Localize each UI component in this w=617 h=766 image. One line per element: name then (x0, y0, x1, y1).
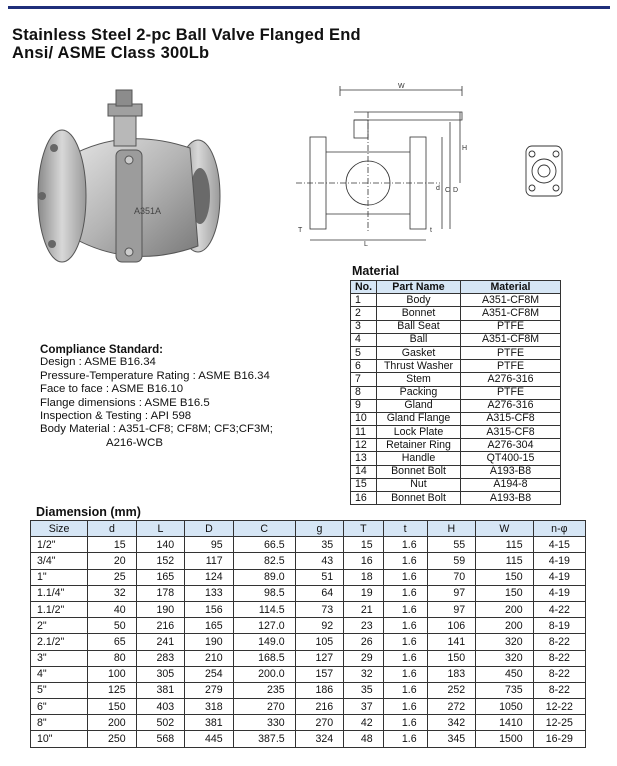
dimension-cell: 1.1/4" (31, 585, 88, 601)
dim-label-t: T (298, 227, 303, 234)
dimension-cell: 26 (344, 634, 383, 650)
dimension-cell: 1500 (476, 731, 534, 747)
dimension-header: C (233, 521, 295, 537)
dimension-header: W (476, 521, 534, 537)
dimension-cell: 403 (136, 699, 185, 715)
dimension-cell: 157 (295, 666, 344, 682)
dimension-cell: 51 (295, 569, 344, 585)
flange-top-view-drawing (520, 140, 568, 202)
dimension-cell: 165 (136, 569, 185, 585)
dimension-row (31, 634, 586, 650)
dimension-cell: 10" (31, 731, 88, 747)
dimension-cell: 100 (88, 666, 137, 682)
dimension-row (31, 682, 586, 698)
dimension-cell: 15 (344, 537, 383, 553)
dimension-cell: 1.6 (383, 634, 427, 650)
compliance-standard (40, 343, 273, 450)
material-cell: Bonnet Bolt (377, 492, 461, 505)
dimension-cell: 97 (427, 585, 476, 601)
material-cell: 5 (351, 346, 377, 359)
dimension-header: n-φ (533, 521, 585, 537)
material-cell: PTFE (461, 346, 561, 359)
material-row (351, 399, 561, 412)
dimension-cell: 20 (88, 553, 137, 569)
dimension-cell: 73 (295, 601, 344, 617)
dimension-cell: 183 (427, 666, 476, 682)
dimension-cell: 168.5 (233, 650, 295, 666)
dimension-header: H (427, 521, 476, 537)
material-cell: A315-CF8 (461, 412, 561, 425)
dimension-cell: 735 (476, 682, 534, 698)
dimension-cell: 186 (295, 682, 344, 698)
dimension-cell: 4-19 (533, 569, 585, 585)
dimension-cell: 16-29 (533, 731, 585, 747)
material-cell: Gland Flange (377, 412, 461, 425)
compliance-line: Face to face : ASME B16.10 (40, 383, 184, 396)
dimension-cell: 127 (295, 650, 344, 666)
dimension-cell: 1.6 (383, 585, 427, 601)
dimension-cell: 21 (344, 601, 383, 617)
dimension-row (31, 601, 586, 617)
material-cell: 13 (351, 452, 377, 465)
dimension-row (31, 585, 586, 601)
dimension-cell: 12-25 (533, 715, 585, 731)
photo-cast-marking: A351A (134, 206, 162, 216)
material-cell: A315-CF8 (461, 426, 561, 439)
material-cell: Body (377, 294, 461, 307)
material-cell: 1 (351, 294, 377, 307)
page-title (12, 26, 361, 62)
dimension-cell: 59 (427, 553, 476, 569)
material-row (351, 320, 561, 333)
material-header: Part Name (377, 281, 461, 294)
material-cell: A194-8 (461, 478, 561, 491)
dimension-row (31, 537, 586, 553)
material-cell: Packing (377, 386, 461, 399)
dimension-cell: 35 (344, 682, 383, 698)
dimension-header: t (383, 521, 427, 537)
dimension-cell: 65 (88, 634, 137, 650)
valve-photo (30, 86, 230, 286)
material-cell: QT400-15 (461, 452, 561, 465)
dim-label-h: H (462, 145, 468, 152)
dimension-cell: 8-19 (533, 618, 585, 634)
dimension-cell: 279 (185, 682, 234, 698)
dimension-cell: 133 (185, 585, 234, 601)
material-cell: Bonnet Bolt (377, 465, 461, 478)
material-row (351, 360, 561, 373)
compliance-line: Flange dimensions : ASME B16.5 (40, 396, 210, 409)
dimension-cell: 8-22 (533, 666, 585, 682)
dim-label-c: C (445, 187, 451, 194)
dimension-cell: 89.0 (233, 569, 295, 585)
compliance-line: Design : ASME B16.34 (40, 356, 156, 369)
compliance-title: Compliance Standard: (40, 343, 164, 356)
dimension-cell: 4" (31, 666, 88, 682)
dimension-cell: 150 (427, 650, 476, 666)
dimension-cell: 342 (427, 715, 476, 731)
dimension-cell: 149.0 (233, 634, 295, 650)
dimension-cell: 250 (88, 731, 137, 747)
dimension-cell: 241 (136, 634, 185, 650)
material-cell: 12 (351, 439, 377, 452)
material-cell: PTFE (461, 320, 561, 333)
dimension-cell: 200 (88, 715, 137, 731)
material-cell: 7 (351, 373, 377, 386)
dimension-cell: 141 (427, 634, 476, 650)
dimension-cell: 3/4" (31, 553, 88, 569)
dimension-cell: 55 (427, 537, 476, 553)
dimension-cell: 1.6 (383, 569, 427, 585)
title-line-1: Stainless Steel 2-pc Ball Valve Flanged End (12, 26, 361, 44)
dimension-cell: 4-19 (533, 553, 585, 569)
material-row (351, 426, 561, 439)
dimension-header-row (31, 521, 586, 537)
title-line-2: Ansi/ ASME Class 300Lb (12, 44, 210, 62)
dimension-cell: 156 (185, 601, 234, 617)
dimension-cell: 1.6 (383, 650, 427, 666)
material-row (351, 452, 561, 465)
material-cell: A193-B8 (461, 492, 561, 505)
dimension-cell: 1.6 (383, 699, 427, 715)
material-row (351, 412, 561, 425)
material-cell: 2 (351, 307, 377, 320)
material-cell: A351-CF8M (461, 294, 561, 307)
material-cell: A276-316 (461, 399, 561, 412)
dimension-header: D (185, 521, 234, 537)
dimension-cell: 40 (88, 601, 137, 617)
dimension-cell: 50 (88, 618, 137, 634)
material-row (351, 386, 561, 399)
dimension-cell: 1/2" (31, 537, 88, 553)
material-row (351, 439, 561, 452)
dimension-cell: 64 (295, 585, 344, 601)
dimension-cell: 450 (476, 666, 534, 682)
dimension-cell: 1.6 (383, 715, 427, 731)
material-header-row (351, 281, 561, 294)
dimension-header: g (295, 521, 344, 537)
dimension-cell: 200 (476, 601, 534, 617)
dimension-header: Size (31, 521, 88, 537)
material-cell: Bonnet (377, 307, 461, 320)
dimension-cell: 216 (295, 699, 344, 715)
dimension-cell: 127.0 (233, 618, 295, 634)
compliance-line-cont: A216-WCB (106, 436, 163, 449)
dimension-cell: 95 (185, 537, 234, 553)
dimension-cell: 305 (136, 666, 185, 682)
dimension-cell: 114.5 (233, 601, 295, 617)
dimension-cell: 140 (136, 537, 185, 553)
dimension-cell: 252 (427, 682, 476, 698)
material-header: Material (461, 281, 561, 294)
dimension-cell: 8-22 (533, 634, 585, 650)
material-cell: 11 (351, 426, 377, 439)
dim-label-D: D (453, 187, 459, 194)
dimension-cell: 283 (136, 650, 185, 666)
dimension-cell: 270 (233, 699, 295, 715)
dimension-cell: 32 (88, 585, 137, 601)
material-cell: A351-CF8M (461, 307, 561, 320)
material-cell: 14 (351, 465, 377, 478)
dimension-row (31, 618, 586, 634)
dimension-cell: 1.6 (383, 666, 427, 682)
dimension-cell: 92 (295, 618, 344, 634)
dimension-cell: 1050 (476, 699, 534, 715)
dimension-row (31, 553, 586, 569)
dimension-cell: 6" (31, 699, 88, 715)
material-cell: Thrust Washer (377, 360, 461, 373)
material-row (351, 294, 561, 307)
material-cell: Nut (377, 478, 461, 491)
dimension-cell: 270 (295, 715, 344, 731)
dimension-cell: 25 (88, 569, 137, 585)
dimension-cell: 23 (344, 618, 383, 634)
material-cell: 10 (351, 412, 377, 425)
dimension-cell: 381 (185, 715, 234, 731)
dimension-cell: 37 (344, 699, 383, 715)
dimension-cell: 1.6 (383, 682, 427, 698)
material-cell: PTFE (461, 386, 561, 399)
dimension-cell: 272 (427, 699, 476, 715)
dimension-cell: 106 (427, 618, 476, 634)
material-cell: 9 (351, 399, 377, 412)
dimension-cell: 1.6 (383, 601, 427, 617)
material-cell: Retainer Ring (377, 439, 461, 452)
material-cell: Lock Plate (377, 426, 461, 439)
dimension-cell: 1410 (476, 715, 534, 731)
material-row (351, 346, 561, 359)
material-cell: Ball Seat (377, 320, 461, 333)
material-cell: Stem (377, 373, 461, 386)
compliance-line: Body Material : A351-CF8; CF8M; CF3;CF3M; (40, 423, 273, 436)
material-cell: Handle (377, 452, 461, 465)
dim-label-w: W (398, 83, 405, 90)
dimension-cell: 320 (476, 650, 534, 666)
dimension-cell: 105 (295, 634, 344, 650)
material-cell: 15 (351, 478, 377, 491)
dimension-cell: 115 (476, 537, 534, 553)
material-row (351, 307, 561, 320)
dimension-cell: 115 (476, 553, 534, 569)
valve-technical-drawing (290, 82, 490, 247)
dimension-cell: 178 (136, 585, 185, 601)
material-cell: 3 (351, 320, 377, 333)
dimension-cell: 1.6 (383, 731, 427, 747)
material-cell: 16 (351, 492, 377, 505)
dimension-cell: 29 (344, 650, 383, 666)
compliance-line: Pressure-Temperature Rating : ASME B16.34 (40, 369, 270, 382)
dimension-cell: 12-22 (533, 699, 585, 715)
dim-label-tt: t (430, 227, 432, 234)
dimension-cell: 32 (344, 666, 383, 682)
dim-label-d: d (436, 185, 440, 192)
dimension-cell: 150 (476, 585, 534, 601)
dimension-cell: 216 (136, 618, 185, 634)
dimension-cell: 18 (344, 569, 383, 585)
material-row (351, 373, 561, 386)
material-row (351, 478, 561, 491)
dimension-cell: 190 (185, 634, 234, 650)
dimension-cell: 320 (476, 634, 534, 650)
material-cell: A276-304 (461, 439, 561, 452)
dimension-cell: 42 (344, 715, 383, 731)
material-cell: Gland (377, 399, 461, 412)
dimension-cell: 1.1/2" (31, 601, 88, 617)
dimension-cell: 1.6 (383, 553, 427, 569)
material-cell: Gasket (377, 346, 461, 359)
dimension-cell: 2" (31, 618, 88, 634)
material-cell: PTFE (461, 360, 561, 373)
material-row (351, 465, 561, 478)
dimension-cell: 15 (88, 537, 137, 553)
dimension-header: L (136, 521, 185, 537)
dimension-row (31, 715, 586, 731)
dimension-cell: 345 (427, 731, 476, 747)
dimension-cell: 330 (233, 715, 295, 731)
dimension-cell: 235 (233, 682, 295, 698)
dimension-cell: 19 (344, 585, 383, 601)
dimension-cell: 8-22 (533, 650, 585, 666)
dimension-cell: 82.5 (233, 553, 295, 569)
dimension-title: Diamension (mm) (36, 505, 141, 519)
dimension-cell: 4-19 (533, 585, 585, 601)
dimension-cell: 150 (88, 699, 137, 715)
material-title: Material (352, 264, 400, 278)
material-cell: 4 (351, 333, 377, 346)
dimension-cell: 97 (427, 601, 476, 617)
dimension-cell: 381 (136, 682, 185, 698)
material-cell: A351-CF8M (461, 333, 561, 346)
material-table (350, 280, 561, 505)
dimension-cell: 66.5 (233, 537, 295, 553)
dimension-cell: 150 (476, 569, 534, 585)
dimension-cell: 8-22 (533, 682, 585, 698)
dimension-row (31, 699, 586, 715)
dimension-header: T (344, 521, 383, 537)
dimension-cell: 4-15 (533, 537, 585, 553)
dimension-cell: 200 (476, 618, 534, 634)
dimension-cell: 324 (295, 731, 344, 747)
dimension-table (30, 520, 586, 748)
dimension-header: d (88, 521, 137, 537)
header-rule (8, 6, 610, 9)
dimension-cell: 1.6 (383, 618, 427, 634)
dimension-cell: 1.6 (383, 537, 427, 553)
dimension-cell: 125 (88, 682, 137, 698)
dimension-cell: 8" (31, 715, 88, 731)
dim-label-l: L (364, 241, 368, 247)
dimension-row (31, 666, 586, 682)
dimension-cell: 200.0 (233, 666, 295, 682)
dimension-cell: 2.1/2" (31, 634, 88, 650)
material-cell: 6 (351, 360, 377, 373)
material-cell: A193-B8 (461, 465, 561, 478)
material-header: No. (351, 281, 377, 294)
material-cell: A276-316 (461, 373, 561, 386)
dimension-cell: 16 (344, 553, 383, 569)
dimension-cell: 445 (185, 731, 234, 747)
dimension-cell: 48 (344, 731, 383, 747)
dimension-cell: 210 (185, 650, 234, 666)
dimension-cell: 4-22 (533, 601, 585, 617)
dimension-cell: 35 (295, 537, 344, 553)
dimension-cell: 117 (185, 553, 234, 569)
material-cell: 8 (351, 386, 377, 399)
dimension-cell: 502 (136, 715, 185, 731)
dimension-cell: 70 (427, 569, 476, 585)
dimension-cell: 1" (31, 569, 88, 585)
dimension-cell: 124 (185, 569, 234, 585)
dimension-row (31, 650, 586, 666)
material-row (351, 333, 561, 346)
dimension-cell: 387.5 (233, 731, 295, 747)
material-row (351, 492, 561, 505)
dimension-cell: 80 (88, 650, 137, 666)
material-cell: Ball (377, 333, 461, 346)
dimension-cell: 190 (136, 601, 185, 617)
compliance-line: Inspection & Testing : API 598 (40, 410, 192, 423)
dimension-cell: 165 (185, 618, 234, 634)
dimension-cell: 318 (185, 699, 234, 715)
dimension-row (31, 569, 586, 585)
dimension-cell: 254 (185, 666, 234, 682)
dimension-cell: 3" (31, 650, 88, 666)
dimension-cell: 568 (136, 731, 185, 747)
dimension-cell: 5" (31, 682, 88, 698)
dimension-cell: 98.5 (233, 585, 295, 601)
dimension-cell: 43 (295, 553, 344, 569)
dimension-cell: 152 (136, 553, 185, 569)
dimension-row (31, 731, 586, 747)
